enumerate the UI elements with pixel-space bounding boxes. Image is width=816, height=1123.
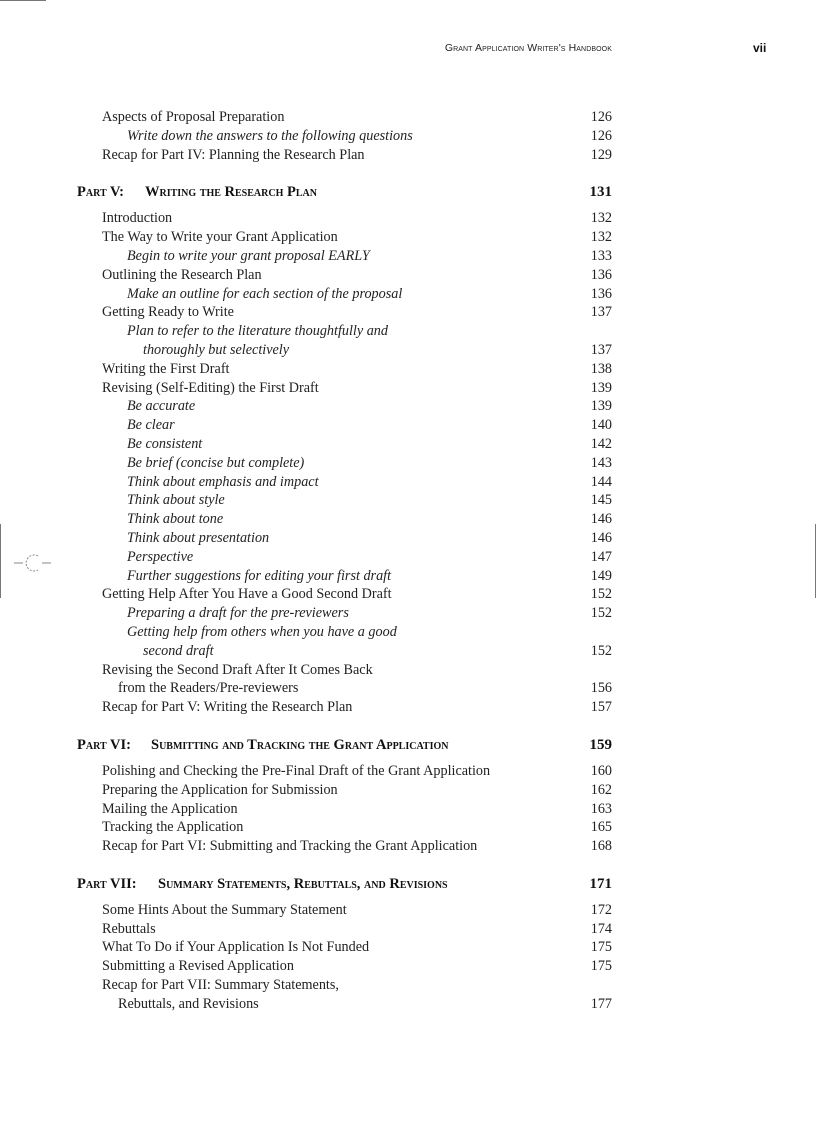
toc-entry-page: 175 bbox=[590, 939, 612, 956]
toc-entry-text: Think about presentation bbox=[127, 529, 270, 546]
toc-entry bbox=[0, 397, 816, 416]
toc-entry bbox=[0, 491, 816, 510]
toc-entry-text: Recap for Part IV: Planning the Research Plan bbox=[102, 146, 365, 163]
toc-entry bbox=[0, 285, 816, 304]
toc-entry-text: Be clear bbox=[127, 417, 175, 434]
toc-entry-page: 140 bbox=[590, 417, 612, 434]
toc-entry bbox=[0, 146, 816, 165]
toc-entry-text: Preparing the Application for Submission bbox=[102, 781, 338, 798]
toc-entry-text: Polishing and Checking the Pre-Final Draft of the Grant Application bbox=[102, 762, 491, 779]
toc-entry-text: Think about emphasis and impact bbox=[127, 473, 319, 490]
toc-entry-text: from the Readers/Pre-reviewers bbox=[118, 680, 299, 697]
toc-entry-page: 160 bbox=[590, 762, 612, 779]
toc-entry-text: Recap for Part VI: Submitting and Tracking the Grant Application bbox=[102, 838, 478, 855]
part-label: Part V: bbox=[77, 184, 124, 201]
toc-entry bbox=[0, 341, 816, 360]
toc-entry-text: Mailing the Application bbox=[102, 800, 238, 817]
toc-entry-page: 172 bbox=[590, 901, 612, 918]
toc-entry bbox=[0, 938, 816, 957]
toc-entry-text: Plan to refer to the literature thoughtfully and bbox=[127, 323, 388, 340]
toc-entry-page: 144 bbox=[590, 473, 612, 490]
toc-entry-text: Some Hints About the Summary Statement bbox=[102, 901, 347, 918]
toc-entry-page: 147 bbox=[590, 548, 612, 565]
toc-entry-text: Think about style bbox=[127, 492, 225, 509]
toc-entry-text: Begin to write your grant proposal EARLY bbox=[127, 247, 370, 264]
toc-entry-page: 162 bbox=[590, 781, 612, 798]
toc-entry-text: Be consistent bbox=[127, 435, 203, 452]
toc-entry bbox=[0, 209, 816, 228]
toc-entry bbox=[0, 818, 816, 837]
toc-entry-text: second draft bbox=[143, 642, 214, 659]
page-header bbox=[0, 42, 816, 58]
toc-entry bbox=[0, 303, 816, 322]
toc-entry-page: 137 bbox=[590, 341, 612, 358]
toc-entry-text: Be brief (concise but complete) bbox=[127, 454, 305, 471]
toc-entry-page: 152 bbox=[590, 642, 612, 659]
toc-entry bbox=[0, 127, 816, 146]
toc-entry-page: 126 bbox=[590, 109, 612, 125]
toc-entry-page: 175 bbox=[590, 958, 612, 975]
toc-entry-page: 129 bbox=[590, 146, 612, 163]
toc-entry bbox=[0, 604, 816, 623]
toc-entry-page: 165 bbox=[590, 819, 612, 836]
toc-entry-text: Revising the Second Draft After It Comes Back bbox=[102, 661, 373, 678]
toc-entry-page: 152 bbox=[590, 586, 612, 603]
toc-entry bbox=[0, 661, 816, 680]
toc-entry-page: 168 bbox=[590, 838, 612, 855]
toc-entry-text: Getting Help After You Have a Good Second Draft bbox=[102, 586, 392, 603]
toc-entry-page: 156 bbox=[590, 680, 612, 697]
toc-entry bbox=[0, 228, 816, 247]
crop-mark-top-left bbox=[0, 0, 46, 1]
toc-entry-text: Revising (Self-Editing) the First Draft bbox=[102, 379, 319, 396]
toc-entry bbox=[0, 800, 816, 819]
toc-entry-page: 146 bbox=[590, 511, 612, 528]
toc-entry bbox=[0, 976, 816, 995]
toc-entry bbox=[0, 642, 816, 661]
toc-entry-text: Be accurate bbox=[127, 398, 196, 415]
part-page: 131 bbox=[589, 184, 612, 201]
toc-entry bbox=[0, 679, 816, 698]
toc-entry bbox=[0, 108, 816, 127]
toc-entry bbox=[0, 454, 816, 473]
toc-entry-text: Make an outline for each section of the proposal bbox=[127, 285, 403, 302]
toc-entry-text: The Way to Write your Grant Application bbox=[102, 229, 338, 246]
toc-entry bbox=[0, 548, 816, 567]
toc-entry bbox=[0, 837, 816, 856]
toc-entry-page: 136 bbox=[590, 285, 612, 302]
toc-entry-page: 145 bbox=[590, 492, 612, 509]
toc-entry-text: Introduction bbox=[102, 210, 173, 227]
toc-entry-page: 139 bbox=[590, 398, 612, 415]
toc-entry bbox=[0, 529, 816, 548]
part-heading bbox=[0, 734, 816, 756]
toc-entry bbox=[0, 995, 816, 1014]
toc-entry-page: 146 bbox=[590, 529, 612, 546]
toc-entry bbox=[0, 266, 816, 285]
toc-entry-page: 126 bbox=[590, 127, 612, 144]
part-page: 159 bbox=[589, 736, 612, 753]
toc-entry-page: 152 bbox=[590, 605, 612, 622]
toc-entry-page: 142 bbox=[590, 435, 612, 452]
toc-entry bbox=[0, 510, 816, 529]
toc-entry-text: Write down the answers to the following questions bbox=[127, 127, 413, 144]
toc-entry-text: Getting help from others when you have a good bbox=[127, 623, 397, 640]
toc-entry bbox=[0, 920, 816, 939]
toc-entry bbox=[0, 379, 816, 398]
part-title: Writing the Research Plan bbox=[145, 184, 317, 201]
toc-entry bbox=[0, 416, 816, 435]
toc-entry-text: Tracking the Application bbox=[102, 819, 244, 836]
toc-entry bbox=[0, 901, 816, 920]
table-of-contents bbox=[0, 108, 816, 1014]
toc-entry-page: 138 bbox=[590, 360, 612, 377]
toc-entry-page: 136 bbox=[590, 266, 612, 283]
toc-entry bbox=[0, 567, 816, 586]
part-heading bbox=[0, 873, 816, 895]
toc-entry-text: Recap for Part VII: Summary Statements, bbox=[102, 977, 339, 994]
toc-entry-page: 157 bbox=[590, 699, 612, 716]
toc-entry-page: 139 bbox=[590, 379, 612, 396]
toc-entry bbox=[0, 957, 816, 976]
toc-entry bbox=[0, 435, 816, 454]
toc-entry-text: Aspects of Proposal Preparation bbox=[102, 109, 285, 125]
toc-entry-text: Rebuttals bbox=[102, 920, 156, 937]
toc-entry bbox=[0, 473, 816, 492]
toc-entry bbox=[0, 360, 816, 379]
toc-entry-page: 163 bbox=[590, 800, 612, 817]
toc-entry-page: 137 bbox=[590, 304, 612, 321]
part-heading bbox=[0, 181, 816, 203]
toc-entry bbox=[0, 247, 816, 266]
toc-entry-text: What To Do if Your Application Is Not Funded bbox=[102, 939, 370, 956]
toc-entry-text: Submitting a Revised Application bbox=[102, 958, 294, 975]
part-label: Part VII: bbox=[77, 875, 137, 892]
toc-entry-text: Further suggestions for editing your first draft bbox=[127, 567, 392, 584]
running-title: Grant Application Writer's Handbook bbox=[444, 42, 612, 54]
toc-entry bbox=[0, 585, 816, 604]
toc-entry-page: 132 bbox=[590, 229, 612, 246]
toc-entry-page: 133 bbox=[590, 247, 612, 264]
toc-entry bbox=[0, 623, 816, 642]
part-label: Part VI: bbox=[77, 736, 131, 753]
part-page: 171 bbox=[589, 875, 612, 892]
toc-entry-text: Preparing a draft for the pre-reviewers bbox=[127, 605, 349, 622]
toc-entry-text: Getting Ready to Write bbox=[102, 304, 234, 321]
toc-entry-text: Outlining the Research Plan bbox=[102, 266, 262, 283]
toc-entry-page: 174 bbox=[590, 920, 612, 937]
toc-entry-text: Perspective bbox=[127, 548, 194, 565]
toc-entry-page: 132 bbox=[590, 210, 612, 227]
toc-entry bbox=[0, 781, 816, 800]
toc-entry-text: Think about tone bbox=[127, 511, 224, 528]
toc-entry-text: Writing the First Draft bbox=[102, 360, 230, 377]
toc-entry-text: Recap for Part V: Writing the Research Plan bbox=[102, 699, 353, 716]
toc-entry-page: 143 bbox=[590, 454, 612, 471]
part-title: Summary Statements, Rebuttals, and Revisions bbox=[158, 875, 448, 892]
page-number: vii bbox=[753, 41, 767, 55]
toc-entry bbox=[0, 322, 816, 341]
toc-entry-text: thoroughly but selectively bbox=[143, 341, 290, 358]
toc-entry-text: Rebuttals, and Revisions bbox=[118, 995, 259, 1012]
toc-entry-page: 149 bbox=[590, 567, 612, 584]
toc-entry bbox=[0, 762, 816, 781]
toc-entry-page: 177 bbox=[590, 995, 612, 1012]
part-title: Submitting and Tracking the Grant Application bbox=[151, 736, 449, 753]
toc-entry bbox=[0, 698, 816, 717]
